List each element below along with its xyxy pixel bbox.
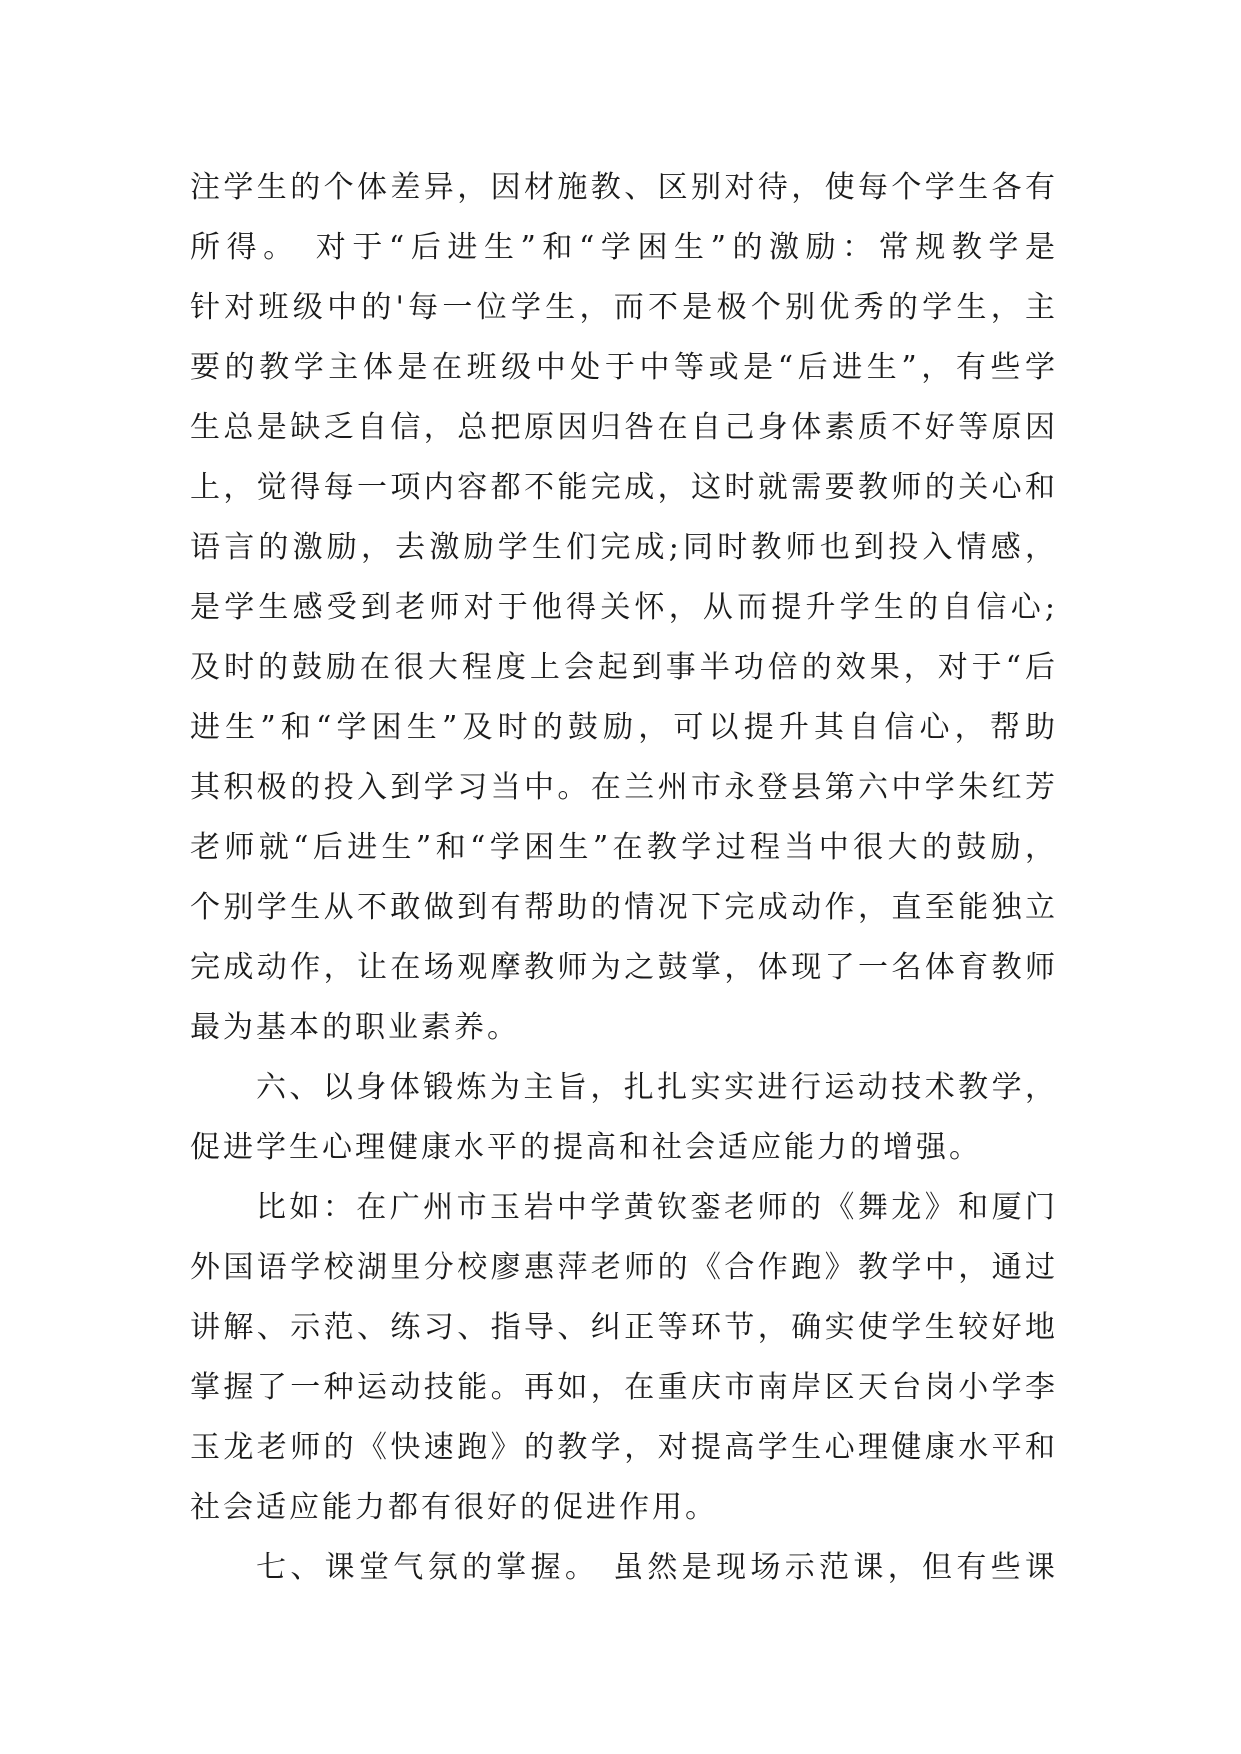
text-line: 其积极的投入到学习当中。在兰州市永登县第六中学朱红芳	[190, 770, 1058, 805]
document-body	[190, 158, 1058, 1598]
paragraph-student-motivation	[190, 158, 1058, 1058]
text-line: 是学生感受到老师对于他得关怀，从而提升学生的自信心;	[190, 590, 1058, 625]
text-line: 完成动作，让在场观摩教师为之鼓掌，体现了一名体育教师	[190, 950, 1058, 985]
text-line: 社会适应能力都有很好的促进作用。	[190, 1490, 718, 1525]
text-line: 生总是缺乏自信，总把原因归咎在自己身体素质不好等原因	[190, 410, 1058, 445]
text-line: 比如：在广州市玉岩中学黄钦銮老师的《舞龙》和厦门	[256, 1190, 1058, 1225]
paragraph-examples	[190, 1178, 1058, 1538]
text-line: 七、课堂气氛的掌握。 虽然是现场示范课，但有些课	[256, 1550, 1058, 1585]
text-line: 要的教学主体是在班级中处于中等或是“后进生”，有些学	[190, 350, 1058, 385]
text-line: 最为基本的职业素养。	[190, 1010, 520, 1045]
text-line: 所得。 对于“后进生”和“学困生”的激励：常规教学是	[190, 230, 1058, 265]
text-line: 掌握了一种运动技能。再如，在重庆市南岸区天台岗小学李	[190, 1370, 1058, 1405]
text-line: 针对班级中的'每一位学生，而不是极个别优秀的学生，主	[190, 290, 1058, 325]
text-line: 及时的鼓励在很大程度上会起到事半功倍的效果，对于“后	[190, 650, 1058, 685]
text-line: 上，觉得每一项内容都不能完成，这时就需要教师的关心和	[190, 470, 1058, 505]
paragraph-section-six	[190, 1058, 1058, 1178]
text-line: 注学生的个体差异，因材施教、区别对待，使每个学生各有	[190, 170, 1058, 205]
text-line: 语言的激励，去激励学生们完成;同时教师也到投入情感，	[190, 530, 1058, 565]
text-line: 讲解、示范、练习、指导、纠正等环节，确实使学生较好地	[190, 1310, 1058, 1345]
text-line: 六、以身体锻炼为主旨，扎扎实实进行运动技术教学，	[256, 1070, 1058, 1105]
text-line: 进生”和“学困生”及时的鼓励，可以提升其自信心，帮助	[190, 710, 1058, 745]
text-line: 外国语学校湖里分校廖惠萍老师的《合作跑》教学中，通过	[190, 1250, 1058, 1285]
text-line: 促进学生心理健康水平的提高和社会适应能力的增强。	[190, 1130, 982, 1165]
text-line: 个别学生从不敢做到有帮助的情况下完成动作，直至能独立	[190, 890, 1058, 925]
paragraph-section-seven	[190, 1538, 1058, 1598]
text-line: 玉龙老师的《快速跑》的教学，对提高学生心理健康水平和	[190, 1430, 1058, 1465]
text-line: 老师就“后进生”和“学困生”在教学过程当中很大的鼓励，	[190, 830, 1058, 865]
